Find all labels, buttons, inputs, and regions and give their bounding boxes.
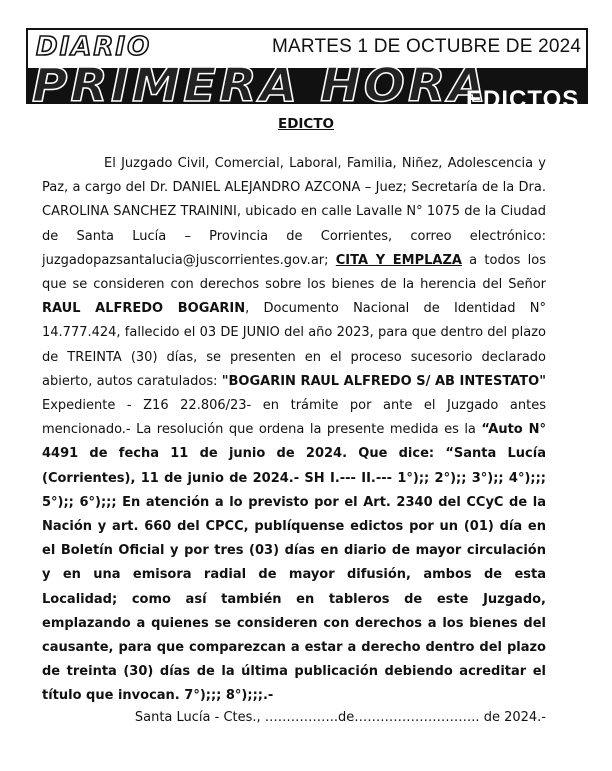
newspaper-header [26,28,588,113]
publication-date: MARTES 1 DE OCTUBRE DE 2024 [272,36,582,57]
section-label: EDICTOS [466,86,580,113]
edict-body [42,152,546,709]
body-part-3: , Documento Nacional de Identidad N° 14.777.424, fallecido el 03 DE JUNIO del año 2023, para que dentro del plazo de TREINTA (30) días, se presenten en el proceso sucesorio declarado abierto, autos caratulados: [42,301,546,389]
document-title: EDICTO [277,116,335,132]
autos-caratulados: "BOGARIN RAUL ALFREDO S/ AB INTESTATO" [221,373,546,389]
causante-name: RAUL ALFREDO BOGARIN [42,301,246,317]
body-part-1: El Juzgado Civil, Comercial, Laboral, Familia, Niñez, Adolescencia y Paz, a cargo del Dr. DANIEL ALEJANDRO AZCONA – Juez; Secretaría de la Dra. CAROLINA SANCHEZ TRAININI, ubicado en calle Lavalle N° 1075 de la Ciudad de Santa Lucía – Provincia de Corrientes, correo electrónico: juzgadopazsantalucia@juscorrientes.gov.ar; [42,156,546,268]
logo-diario: DIARIO [36,32,152,62]
body-part-4: Expediente - Z16 22.806/23- en trámite por ante el Juzgado antes mencionado.- La resolución que ordena la presente medida es la [42,398,546,438]
logo-primera-hora: PRIMERA HORA [32,58,489,112]
cita-emplaza: CITA Y EMPLAZA [335,252,462,268]
auto-resolution: “Auto N° 4491 de fecha 11 de junio de 2024. Que dice: “Santa Lucía (Corrientes), 11 de junio de 2024.- SH I.--- II.--- 1°);; 2°);; 3°);; 4°);;; 5°);; 6°);;; En atención a lo previsto por el Art. 2340 del CCyC de la Nación y art. 660 del CPCC, publíquense edictos por un (01) día en el Boletín Oficial y por tres (03) días en diario de mayor circulación y en una emisora radial de mayor difusión, ambos de esta Localidad; como así también en tableros de este Juzgado, emplazando a quienes se consideren con derechos a los bienes del causante, para que comparezcan a estar a derecho dentro del plazo de treinta (30) días de la última publicación debiendo acreditar el título que invocan. 7°);;; 8°);;;.- [42,422,546,704]
body-part-2: a todos los que se consideren con derechos sobre los bienes de la herencia del Señor [42,252,547,293]
closing-place-date: Santa Lucía - Ctes., ……………..de……………………….. de 2024.- [134,710,546,725]
